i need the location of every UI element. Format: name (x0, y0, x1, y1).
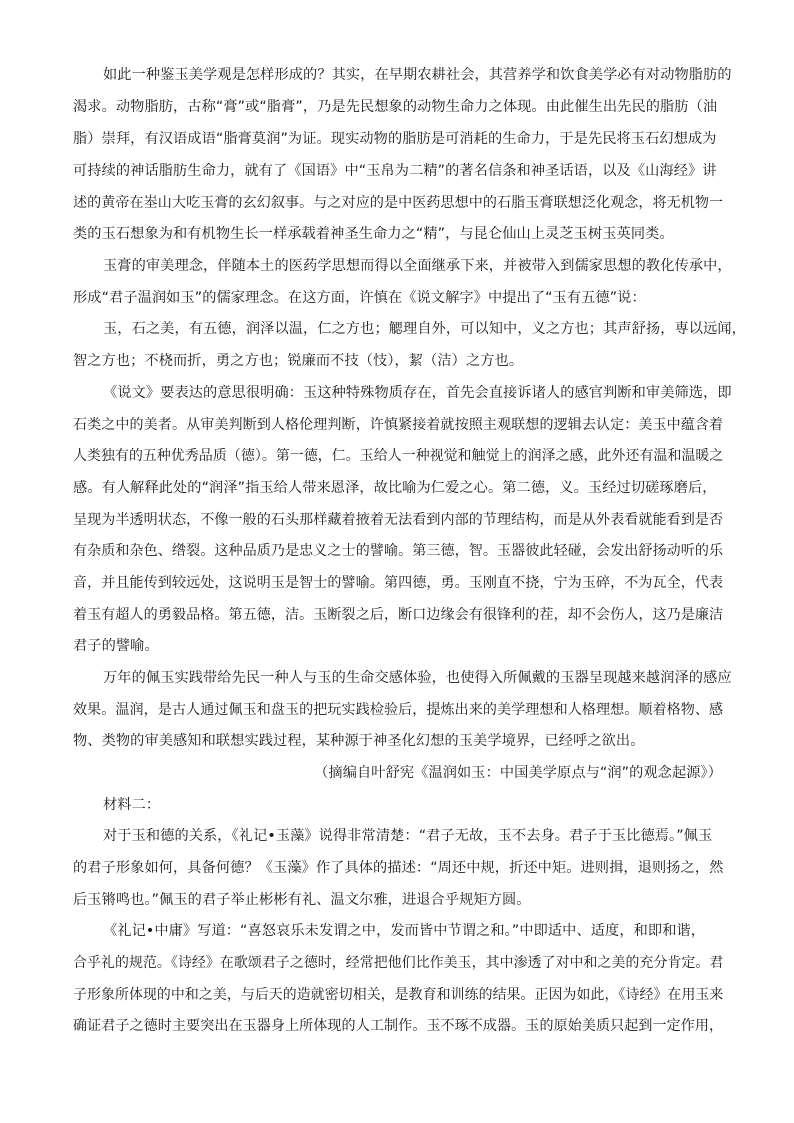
text-line: 效果。温润，是古人通过佩玉和盘玉的把玩实践检验后，提炼出来的美学理想和人格理想。顺着格物、感 (73, 702, 724, 718)
text-line: 君子的譬喻。 (73, 638, 159, 654)
text-line: 述的黄帝在峚山大吃玉膏的玄幻叙事。与之对应的是中医药思想中的石脂玉膏联想泛化观念，将无机物一 (73, 195, 724, 211)
text-line: 万年的佩玉实践带给先民一种人与玉的生命交感体验，也使得入所佩戴的玉器呈现越来越润泽的感应 (103, 670, 732, 686)
text-line: 感。有人解释此处的“润泽”指玉给人带来恩泽，故比喻为仁爱之心。第二德，义。玉经过切磋琢磨后， (73, 480, 717, 496)
section-heading: 材料二： (103, 797, 161, 813)
text-line: 石类之中的美者。从审美判断到人格伦理判断，许慎紧接着就按照主观联想的逻辑去认定：美玉中蕴含着 (73, 417, 724, 433)
text-line: 着玉有超人的勇毅品格。第五德，洁。玉断裂之后，断口边缘会有很锋利的茬，却不会伤人，这乃是廉洁 (73, 607, 724, 623)
quote-line: 智之方也；不桡而折，勇之方也；锐廉而不技（忮），絜（洁）之方也。 (73, 353, 524, 369)
text-line: 对于玉和德的关系，《礼记•玉藻》说得非常清楚：“君子无故，玉不去身。君子于玉比德焉。”佩玉 (103, 828, 713, 844)
text-line: 如此一种鉴玉美学观是怎样形成的？其实，在早期农耕社会，其营养学和饮食美学必有对动物脂肪的 (103, 67, 732, 83)
text-line: 确证君子之德时主要突出在玉器身上所体现的人工制作。玉不琢不成器。玉的原始美质只起到一定作用， (73, 1018, 724, 1034)
text-line: 玉膏的审美理念，伴随本土的医药学思想而得以全面继承下来，并被带入到儒家思想的教化传承中， (103, 258, 732, 274)
text-line: 合乎礼的规范。《诗经》在歌颂君子之德时，经常把他们比作美玉，其中渗透了对中和之美的充分肯定。君 (73, 955, 724, 971)
text-line: 子形象所体现的中和之美，与后天的造就密切相关，是教育和训练的结果。正因为如此，《诗经》在用玉来 (73, 987, 724, 1003)
text-line: 可持续的神话脂肪生命力，就有了《国语》中“玉帛为二精”的著名信条和神圣话语，以及《山海经》讲 (73, 163, 717, 179)
text-line: 《说文》要表达的意思很明确：玉这种特殊物质存在，首先会直接诉诸人的感官判断和审美筛选，即 (103, 385, 732, 401)
text-line: 后玉锵鸣也。”佩玉的君子举止彬彬有礼、温文尔雅，进退合乎规矩方圆。 (73, 892, 531, 908)
text-line: 形成“君子温润如玉”的儒家理念。在这方面，许慎在《说文解字》中提出了“玉有五德”说： (73, 290, 646, 306)
text-line: 呈现为半透明状态，不像一般的石头那样藏着掖着无法看到内部的节理结构，而是从外表看就能看到是否 (73, 512, 724, 528)
quote-line: 玉，石之美，有五德，润泽以温，仁之方也；䚡理自外，可以知中，义之方也；其声舒扬，専以远闻， (103, 321, 746, 337)
text-line: 类的玉石想象为和有机物生长一样承载着神圣生命力之“精”，与昆仑仙山上灵芝玉树玉英同类。 (73, 226, 674, 242)
source-citation: （摘编自叶舒宪《温润如玉：中国美学原点与“润”的观念起源》） (314, 765, 722, 781)
text-line: 渴求。动物脂肪，古称“膏”或“脂膏”，乃是先民想象的动物生命力之体现。由此催生出先民的脂肪（油 (73, 99, 718, 115)
text-line: 的君子形象如何，具备何德？《玉藻》作了具体的描述：“周还中规，折还中矩。进则揖，退则扬之，然 (73, 860, 724, 876)
text-line: 音，并且能传到较远处，这说明玉是智士的譬喻。第四德，勇。玉刚直不挠，宁为玉碎，不为瓦全，代表 (73, 575, 724, 591)
text-line: 人类独有的五种优秀品质（德）。第一德，仁。玉给人一种视觉和触觉上的润泽之感，此外还有温和温暖之 (73, 448, 724, 464)
text-line: 《礼记•中庸》写道：“喜怒哀乐未发谓之中，发而皆中节谓之和。”中即适中、适度，和即和谐， (103, 923, 706, 939)
text-line: 有杂质和杂色、绺裂。这种品质乃是忠义之士的譬喻。第三德，智。玉器彼此轻碰，会发出舒扬动听的乐 (73, 543, 724, 559)
text-line: 脂）崇拜，有汉语成语“脂膏莫润”为证。现实动物的脂肪是可消耗的生命力，于是先民将玉石幻想成为 (73, 131, 717, 147)
text-line: 物、类物的审美感知和联想实践过程，某种源于神圣化幻想的玉美学境界，已经呼之欲出。 (73, 733, 645, 749)
